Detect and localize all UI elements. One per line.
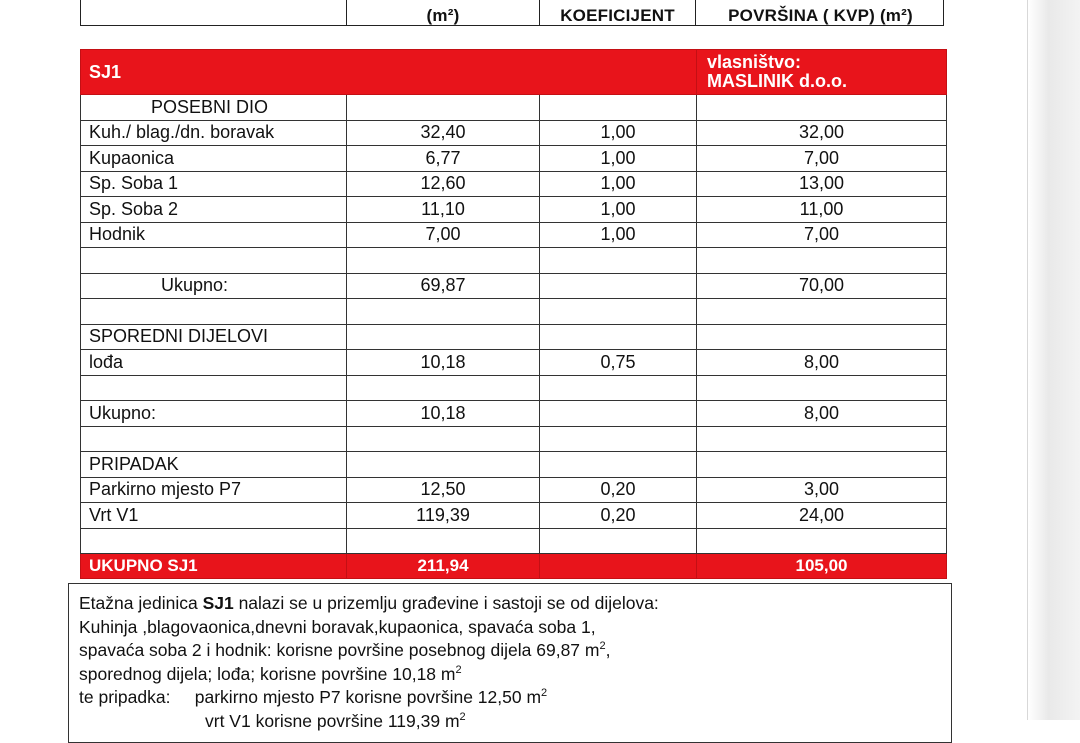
row-coef: 0,20 [540,477,697,503]
desc-text: spavaća soba 2 i hodnik: korisne površine posebnog dijela 69,87 m [79,640,600,660]
table-header [80,0,944,26]
row-coef: 1,00 [540,146,697,172]
desc-text: vrt V1 korisne površine 119,39 m [205,710,460,731]
area-table [80,49,947,579]
table-row [81,350,947,376]
description-box [68,583,952,743]
subtotal-row-sporedni [81,401,947,427]
desc-text: te pripadka: [79,687,171,707]
section-title: SPOREDNI DIJELOVI [81,324,347,350]
section-header-sporedni [81,324,947,350]
table-row [81,222,947,248]
superscript: 2 [455,663,462,676]
grand-total-area: 211,94 [347,554,540,579]
unit-owner [697,50,947,95]
row-area: 32,40 [347,120,540,146]
section-header-posebni [81,95,947,121]
row-area: 7,00 [347,222,540,248]
desc-line-3: spavaća soba 2 i hodnik: korisne površine posebnog dijela 69,87 $m^2$, [79,640,611,660]
row-kvp: 7,00 [697,146,947,172]
table-row [81,146,947,172]
row-coef: 1,00 [540,197,697,223]
header-cell-kvp [696,0,945,25]
page-edge-shadow [1027,0,1080,720]
table-row [81,120,947,146]
empty-row [81,375,947,401]
row-name: Parkirno mjesto P7 [81,477,347,503]
row-coef: 1,00 [540,120,697,146]
subtotal-label: Ukupno: [81,273,347,299]
empty-row [81,299,947,325]
table-row [81,503,947,529]
row-name: Hodnik [81,222,347,248]
table-row [81,477,947,503]
row-name: Sp. Soba 2 [81,197,347,223]
desc-text: Etažna jedinica [79,593,203,613]
empty-row [81,426,947,452]
header-cell-name [81,0,347,25]
desc-text: parkirno mjesto P7 korisne površine 12,50 m [194,687,542,707]
subtotal-row-posebni [81,273,947,299]
table-row [81,197,947,223]
row-kvp: 7,00 [697,222,947,248]
row-coef: 1,00 [540,171,697,197]
desc-line-4 [79,663,951,687]
header-cell-coef [540,0,696,25]
row-name: Kupaonica [81,146,347,172]
row-area: 10,18 [347,350,540,376]
section-title: POSEBNI DIO [81,95,347,121]
row-area: 12,60 [347,171,540,197]
row-name: Kuh./ blag./dn. boravak [81,120,347,146]
header-area-unit: (m²) [426,6,460,25]
desc-unit-bold: SJ1 [202,593,234,613]
desc-text: sporednog dijela; lođa; korisne površine 10,18 m [79,663,456,684]
row-kvp: 8,00 [697,350,947,376]
row-name: Vrt V1 [81,503,347,529]
row-kvp: 32,00 [697,120,947,146]
subtotal-area: 69,87 [347,273,540,299]
desc-line-1 [79,592,951,616]
desc-line-5 [79,686,951,710]
unit-title-row [81,50,947,95]
superscript: 2 [599,640,606,653]
superscript: 2 [541,687,548,700]
row-name: Sp. Soba 1 [81,171,347,197]
desc-line-6 [79,710,951,734]
subtotal-label: Ukupno: [81,401,347,427]
superscript: 2 [459,710,466,723]
row-area: 11,10 [347,197,540,223]
empty-row [81,528,947,554]
row-kvp: 13,00 [697,171,947,197]
owner-line1: vlasništvo: [707,52,802,72]
row-kvp: 24,00 [697,503,947,529]
row-name: lođa [81,350,347,376]
row-area: 6,77 [347,146,540,172]
empty-row [81,248,947,274]
section-title: PRIPADAK [81,452,347,478]
desc-text: nalazi se u prizemlju građevine i sastoji se od dijelova: [233,593,659,613]
row-coef: 1,00 [540,222,697,248]
row-kvp: 3,00 [697,477,947,503]
header-coef-label: KOEFICIJENT [560,6,675,25]
grand-total-label: UKUPNO SJ1 [81,554,347,579]
section-header-pripadak [81,452,947,478]
row-area: 119,39 [347,503,540,529]
unit-label: SJ1 [81,50,697,95]
row-coef: 0,20 [540,503,697,529]
subtotal-area: 10,18 [347,401,540,427]
row-kvp: 11,00 [697,197,947,223]
grand-total-row [81,554,947,579]
header-cell-area [347,0,540,25]
owner-line2: MASLINIK d.o.o. [707,71,847,91]
row-coef: 0,75 [540,350,697,376]
row-area: 12,50 [347,477,540,503]
grand-total-kvp: 105,00 [697,554,947,579]
table-row [81,171,947,197]
subtotal-kvp: 8,00 [697,401,947,427]
subtotal-kvp: 70,00 [697,273,947,299]
desc-line-2: Kuhinja ,blagovaonica,dnevni boravak,kupaonica, spavaća soba 1, [79,616,596,637]
header-kvp-label: POVRŠINA ( KVP) (m²) [728,6,913,25]
